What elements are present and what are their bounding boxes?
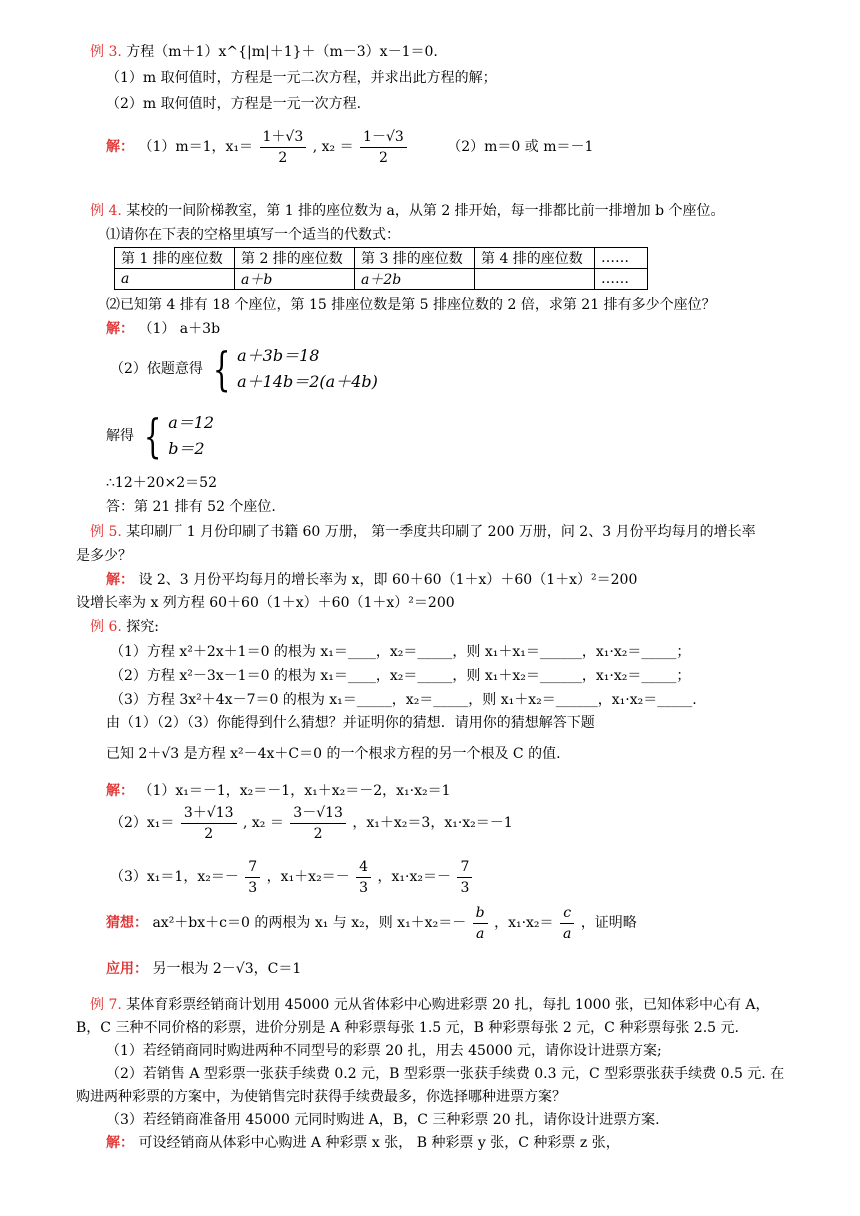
ex3-sol-prefix: （1）m＝1，x₁＝ (138, 139, 254, 155)
ex6-sol3-frac2 (356, 857, 371, 898)
ex3-title: 方程（m＋1）x^{|m|＋1}＋（m－3）x－1＝0. (126, 44, 438, 60)
ex5-sol1-line (106, 571, 637, 589)
ex4-system1 (237, 343, 378, 395)
ex7-sol-label: 解： (106, 1135, 134, 1151)
ex6-guess-line (106, 898, 637, 948)
ex4-title: 某校的一间阶梯教室，第 1 排的座位数为 a，从第 2 排开始，每一排都比前一排增加 b 个座位。 (126, 203, 725, 219)
ex4-table (114, 247, 648, 290)
ex5-label: 例 5. (90, 524, 122, 540)
ex3-solution (106, 122, 593, 172)
ex7-title-line (90, 996, 770, 1014)
ex4-sol1: （1） a＋3b (138, 321, 221, 337)
frac-num: 7 (457, 857, 472, 878)
frac-num: c (560, 903, 574, 924)
ex6-sol2-frac2 (290, 803, 346, 844)
ex4-calc: ∴12＋20×2＝52 (106, 475, 217, 491)
ex3-frac1-num: 1＋√3 (260, 127, 307, 148)
frac-den: 3 (359, 879, 369, 896)
ex6-q2: （2）方程 x²－3x－1＝0 的根为 x₁＝____，x₂＝_____，则 x₁＋x₂＝______，x₁·x₂＝_____； (110, 668, 691, 684)
ex3-frac2-den: 2 (378, 149, 388, 166)
ex4-sys1-eq: a＋14b＝2(a＋4b) (237, 372, 378, 391)
table-header-cell: 第 4 排的座位数 (475, 248, 595, 269)
brace-icon: { (213, 342, 231, 396)
ex6-guess-frac2 (560, 903, 574, 944)
ex7-q2b: 购进两种彩票的方案中，为使销售完时获得手续费最多，你选择哪种进票方案？ (76, 1089, 566, 1105)
frac-num: b (473, 903, 488, 924)
frac-num: 4 (356, 857, 371, 878)
ex6-sol2-prefix: （2）x₁＝ (110, 815, 175, 831)
ex3-title-line (90, 43, 438, 61)
ex3-frac2-num: 1－√3 (360, 127, 407, 148)
ex6-apply-label: 应用： (106, 961, 148, 977)
table-header-cell: 第 1 排的座位数 (115, 248, 235, 269)
table-cell: a＋2b (355, 269, 475, 290)
ex6-guess-tail: ，证明略 (580, 915, 637, 931)
ex5-title-line (90, 523, 756, 541)
ex4-sol2-line (110, 343, 378, 395)
ex5-title: 某印刷厂 1 月份印刷了书籍 60 万册， 第一季度共印刷了 200 万册，问 2、3 月份平均每月的增长率 (126, 524, 756, 540)
table-header-cell: 第 3 排的座位数 (355, 248, 475, 269)
frac-num: 7 (245, 857, 260, 878)
frac-den: 2 (204, 825, 214, 842)
ex7-q2: （2）若销售 A 型彩票一张获手续费 0.2 元，B 型彩票一张获手续费 0.3 元，C 型彩票张获手续费 0.5 元. 在 (106, 1066, 785, 1082)
ex6-apply-line (106, 960, 301, 978)
table-cell (475, 269, 595, 290)
ex6-sol2-line (110, 798, 513, 848)
ex3-label: 例 3. (90, 44, 122, 60)
ex3-q1: （1）m 取何值时，方程是一元二次方程，并求出此方程的解； (106, 70, 497, 86)
ex5-sol2: 设增长率为 x 列方程 60＋60（1＋x）＋60（1＋x）²＝200 (76, 595, 455, 611)
ex5-sol1: 设 2、3 月份平均每月的增长率为 x，即 60＋60（1＋x）＋60（1＋x）²＝200 (138, 572, 638, 588)
frac-den: a (475, 925, 485, 942)
ex6-sol3-mid: ，x₁＋x₂＝－ (266, 869, 350, 885)
ex6-apply-text: 另一根为 2－√3，C＝1 (152, 961, 302, 977)
ex6-title: 探究: (126, 619, 159, 635)
table-row (115, 269, 648, 290)
ex6-label: 例 6. (90, 619, 122, 635)
ex4-sol1-line (106, 320, 220, 338)
ex4-answer: 答：第 21 排有 52 个座位. (106, 499, 276, 515)
ex4-sys2-eq: b＝2 (168, 439, 205, 458)
ex4-q1: ⑴请你在下表的空格里填写一个适当的代数式： (106, 227, 400, 243)
ex6-sol2-mid: , x₂ ＝ (242, 815, 284, 831)
ex7-q3: （3）若经销商准备用 45000 元同时购进 A，B，C 三种彩票 20 扎，请你设计进票方案. (106, 1112, 660, 1128)
ex3-q2: （2）m 取何值时，方程是一元一次方程. (106, 96, 362, 112)
ex3-frac1-den: 2 (278, 149, 288, 166)
frac-den: 3 (460, 879, 470, 896)
ex3-frac2 (360, 127, 407, 168)
frac-num: 3－√13 (290, 803, 346, 824)
ex7-sol1: 可设经销商从体彩中心购进 A 种彩票 x 张， B 种彩票 y 张，C 种彩票 z 张， (138, 1135, 620, 1151)
ex6-sol-label: 解： (106, 783, 134, 799)
ex4-sol3-line (106, 410, 214, 462)
frac-den: a (563, 925, 572, 942)
ex7-title: 某体育彩票经销商计划用 45000 元从省体彩中心购进彩票 20 扎，每扎 1000 张，已知体彩中心有 A， (126, 997, 770, 1013)
ex6-title-line (90, 618, 159, 636)
ex4-sol3-prefix: 解得 (106, 428, 134, 444)
ex3-sol-part2: （2）m＝0 或 m＝－1 (447, 139, 594, 155)
ex5-title2: 是多少？ (76, 548, 132, 564)
ex4-title-line (90, 202, 725, 220)
ex6-sol2-frac1 (181, 803, 237, 844)
ex6-guess-text: ax²＋bx＋c＝0 的两根为 x₁ 与 x₂，则 x₁＋x₂＝－ (152, 915, 467, 931)
ex6-sol3-mid2: ，x₁·x₂＝－ (377, 869, 451, 885)
brace-icon: { (144, 409, 162, 463)
ex6-q5: 已知 2＋√3 是方程 x²－4x＋C＝0 的一个根求方程的另一个根及 C 的值. (106, 746, 561, 762)
ex4-label: 例 4. (90, 203, 122, 219)
ex4-sys2-eq: a＝12 (168, 413, 215, 432)
table-cell: a (115, 269, 235, 290)
frac-num: 3＋√13 (181, 803, 237, 824)
table-header-cell: 第 2 排的座位数 (235, 248, 355, 269)
ex4-sys1-eq: a＋3b＝18 (237, 346, 320, 365)
ex3-sol-mid: , x₂ ＝ (312, 139, 354, 155)
table-cell: …… (595, 269, 648, 290)
ex4-system2 (168, 410, 214, 462)
ex6-sol2-tail: ，x₁＋x₂＝3，x₁·x₂＝－1 (352, 815, 513, 831)
table-cell: a＋b (235, 269, 355, 290)
ex6-q3: （3）方程 3x²＋4x－7＝0 的根为 x₁＝_____，x₂＝_____，则 x₁＋x₂＝______，x₁·x₂＝_____. (110, 692, 697, 708)
ex6-sol3-frac3 (457, 857, 472, 898)
ex3-frac1 (260, 127, 307, 168)
ex6-q4: 由（1）（2）（3）你能得到什么猜想？并证明你的猜想．请用你的猜想解答下题 (106, 715, 595, 731)
ex7-title2: B，C 三种不同价格的彩票，进价分别是 A 种彩票每张 1.5 元，B 种彩票每张 2 元，C 种彩票每张 2.5 元. (76, 1020, 739, 1036)
table-header-cell: …… (595, 248, 648, 269)
table-row (115, 248, 648, 269)
ex7-q1: （1）若经销商同时购进两种不同型号的彩票 20 扎，用去 45000 元，请你设计进票方案; (106, 1043, 662, 1059)
ex4-sol2-prefix: （2）依题意得 (110, 361, 203, 377)
frac-den: 2 (313, 825, 323, 842)
ex6-sol3-prefix: （3）x₁＝1，x₂＝－ (110, 869, 239, 885)
ex6-q1: （1）方程 x²＋2x＋1＝0 的根为 x₁＝____，x₂＝_____，则 x₁＋x₁＝______，x₁·x₂＝_____； (110, 644, 691, 660)
ex6-guess-mid: ，x₁·x₂＝ (494, 915, 554, 931)
ex4-q2: ⑵已知第 4 排有 18 个座位，第 15 排座位数是第 5 排座位数的 2 倍，求第 21 排有多少个座位？ (106, 297, 716, 313)
ex4-sol-label: 解： (106, 321, 134, 337)
ex6-sol3-frac1 (245, 857, 260, 898)
ex7-sol1-line (106, 1134, 620, 1152)
ex5-sol-label: 解： (106, 572, 134, 588)
ex6-sol1: （1）x₁＝－1，x₂＝－1，x₁＋x₂＝－2，x₁·x₂＝1 (138, 783, 451, 799)
ex3-sol-label: 解： (106, 139, 134, 155)
ex6-guess-frac1 (473, 903, 488, 944)
ex6-sol3-line (110, 852, 474, 902)
ex6-guess-label: 猜想： (106, 915, 148, 931)
ex7-label: 例 7. (90, 997, 122, 1013)
frac-den: 3 (248, 879, 258, 896)
